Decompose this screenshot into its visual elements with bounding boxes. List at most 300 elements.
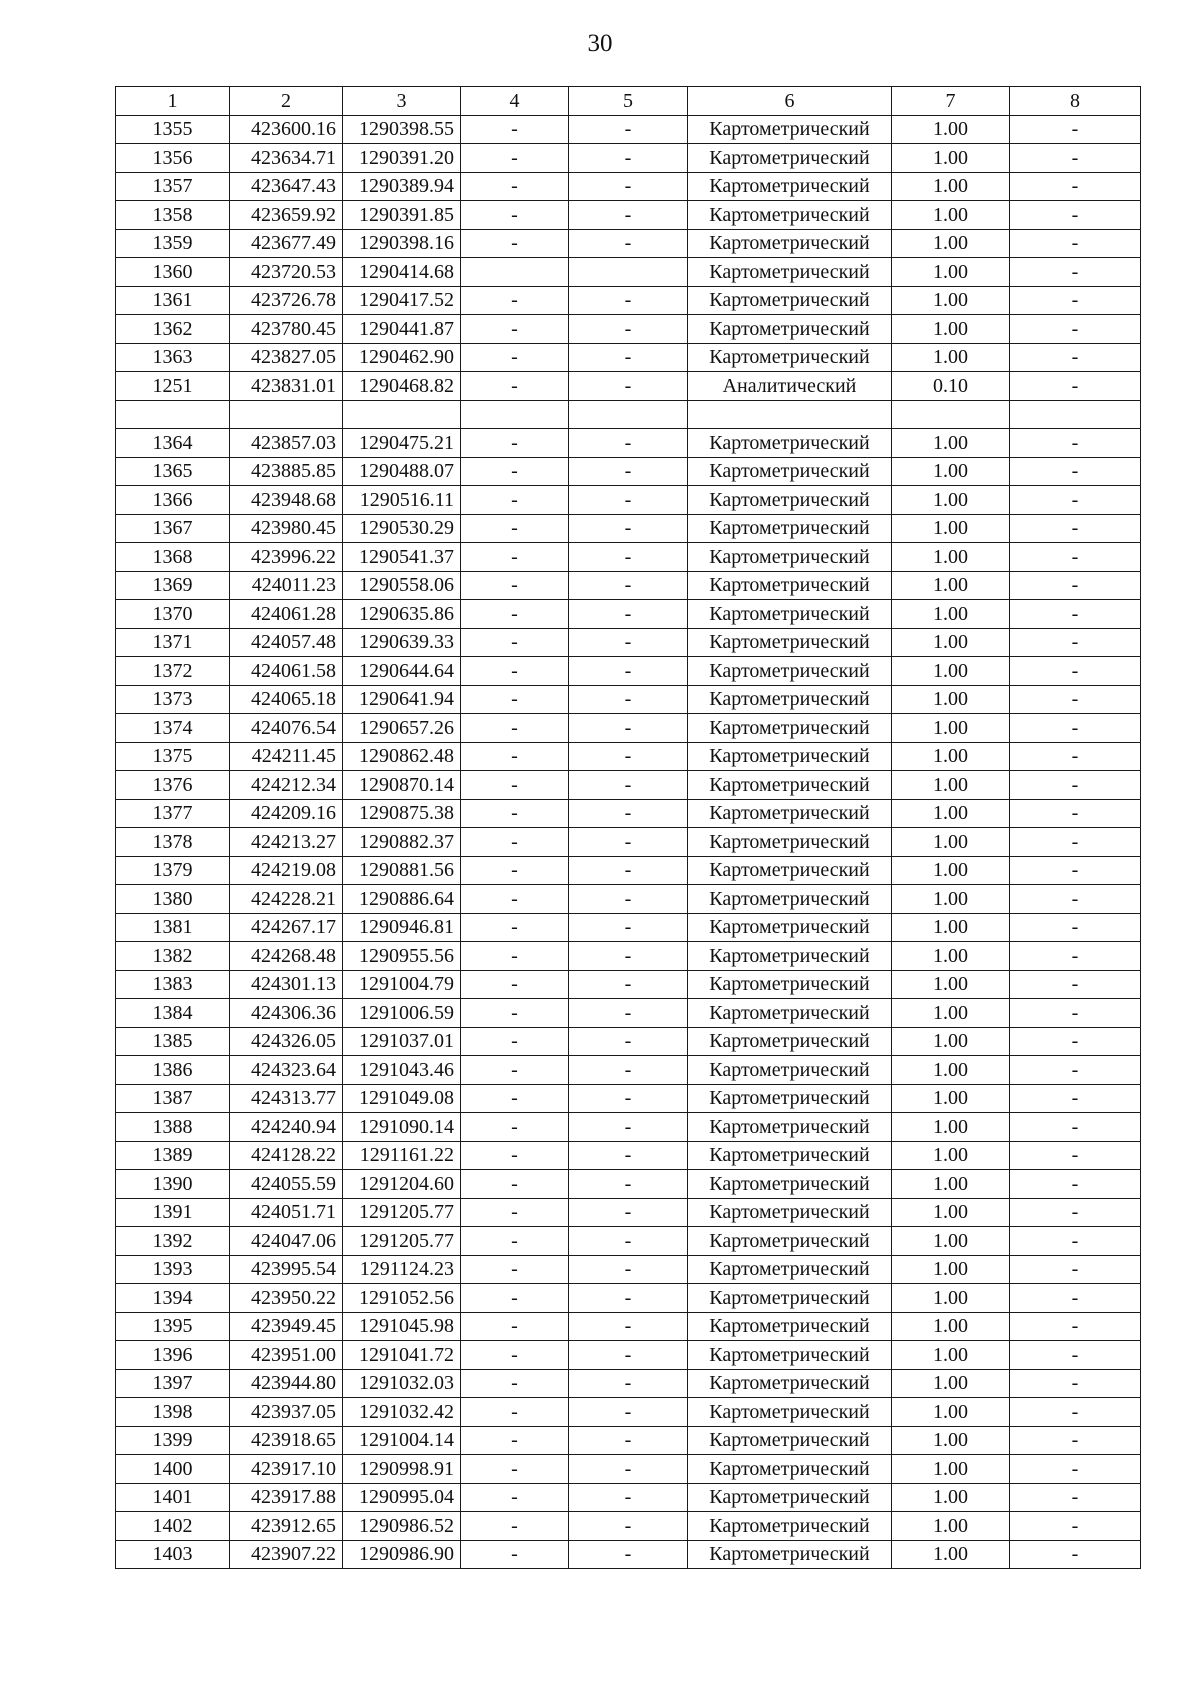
table-row bbox=[116, 1141, 1141, 1170]
table-row bbox=[116, 1170, 1141, 1199]
cell-method: Картометрический bbox=[688, 486, 892, 515]
cell-col-4: - bbox=[461, 1284, 569, 1313]
cell-point-number: 1380 bbox=[116, 885, 230, 914]
cell-col-8: - bbox=[1010, 1255, 1141, 1284]
cell-col-5: - bbox=[569, 1255, 688, 1284]
cell-col-8: - bbox=[1010, 258, 1141, 287]
cell-x-coordinate: 423659.92 bbox=[230, 201, 343, 230]
cell-col-8: - bbox=[1010, 229, 1141, 258]
cell-col-4: - bbox=[461, 229, 569, 258]
cell-x-coordinate: 424268.48 bbox=[230, 942, 343, 971]
cell-col-5: - bbox=[569, 1512, 688, 1541]
cell-accuracy: 1.00 bbox=[892, 885, 1010, 914]
cell-method bbox=[688, 400, 892, 429]
cell-y-coordinate: 1291049.08 bbox=[343, 1084, 461, 1113]
cell-accuracy: 1.00 bbox=[892, 1512, 1010, 1541]
cell-point-number: 1391 bbox=[116, 1198, 230, 1227]
header-cell-3: 3 bbox=[343, 87, 461, 116]
cell-accuracy: 1.00 bbox=[892, 343, 1010, 372]
cell-y-coordinate: 1290955.56 bbox=[343, 942, 461, 971]
cell-accuracy: 1.00 bbox=[892, 543, 1010, 572]
cell-col-8: - bbox=[1010, 486, 1141, 515]
table-row bbox=[116, 600, 1141, 629]
cell-col-8: - bbox=[1010, 1027, 1141, 1056]
cell-col-5: - bbox=[569, 999, 688, 1028]
cell-point-number: 1251 bbox=[116, 372, 230, 401]
cell-method: Картометрический bbox=[688, 771, 892, 800]
cell-col-8: - bbox=[1010, 1455, 1141, 1484]
cell-col-4: - bbox=[461, 1540, 569, 1569]
cell-x-coordinate: 424055.59 bbox=[230, 1170, 343, 1199]
cell-accuracy: 1.00 bbox=[892, 115, 1010, 144]
cell-y-coordinate: 1290657.26 bbox=[343, 714, 461, 743]
cell-y-coordinate: 1290516.11 bbox=[343, 486, 461, 515]
cell-col-5: - bbox=[569, 201, 688, 230]
cell-col-5: - bbox=[569, 1369, 688, 1398]
cell-accuracy: 1.00 bbox=[892, 1341, 1010, 1370]
cell-x-coordinate: 424061.58 bbox=[230, 657, 343, 686]
cell-accuracy: 1.00 bbox=[892, 1198, 1010, 1227]
cell-x-coordinate: 424051.71 bbox=[230, 1198, 343, 1227]
cell-method: Картометрический bbox=[688, 1369, 892, 1398]
cell-col-8: - bbox=[1010, 201, 1141, 230]
cell-point-number: 1371 bbox=[116, 628, 230, 657]
cell-col-8 bbox=[1010, 400, 1141, 429]
cell-accuracy: 1.00 bbox=[892, 172, 1010, 201]
cell-method: Картометрический bbox=[688, 1084, 892, 1113]
cell-point-number: 1399 bbox=[116, 1426, 230, 1455]
cell-point-number: 1388 bbox=[116, 1113, 230, 1142]
cell-col-4: - bbox=[461, 343, 569, 372]
cell-x-coordinate: 424057.48 bbox=[230, 628, 343, 657]
cell-y-coordinate: 1290644.64 bbox=[343, 657, 461, 686]
cell-col-8: - bbox=[1010, 771, 1141, 800]
cell-y-coordinate: 1290398.55 bbox=[343, 115, 461, 144]
cell-point-number: 1374 bbox=[116, 714, 230, 743]
cell-y-coordinate: 1290998.91 bbox=[343, 1455, 461, 1484]
cell-y-coordinate: 1291205.77 bbox=[343, 1198, 461, 1227]
cell-point-number: 1375 bbox=[116, 742, 230, 771]
cell-method: Картометрический bbox=[688, 628, 892, 657]
header-cell-2: 2 bbox=[230, 87, 343, 116]
cell-method: Картометрический bbox=[688, 970, 892, 999]
cell-col-5: - bbox=[569, 1312, 688, 1341]
cell-col-4: - bbox=[461, 201, 569, 230]
cell-col-5: - bbox=[569, 1341, 688, 1370]
cell-col-4: - bbox=[461, 942, 569, 971]
cell-col-8: - bbox=[1010, 571, 1141, 600]
cell-col-4: - bbox=[461, 999, 569, 1028]
cell-method: Картометрический bbox=[688, 571, 892, 600]
cell-col-4: - bbox=[461, 1341, 569, 1370]
cell-x-coordinate: 423857.03 bbox=[230, 429, 343, 458]
cell-y-coordinate: 1290862.48 bbox=[343, 742, 461, 771]
cell-x-coordinate: 424212.34 bbox=[230, 771, 343, 800]
cell-col-8: - bbox=[1010, 286, 1141, 315]
cell-col-5: - bbox=[569, 828, 688, 857]
cell-accuracy: 1.00 bbox=[892, 1312, 1010, 1341]
table-body bbox=[116, 87, 1141, 1569]
table-row bbox=[116, 1255, 1141, 1284]
header-cell-6: 6 bbox=[688, 87, 892, 116]
cell-accuracy: 1.00 bbox=[892, 315, 1010, 344]
cell-col-8: - bbox=[1010, 1426, 1141, 1455]
cell-col-5: - bbox=[569, 1084, 688, 1113]
cell-col-8: - bbox=[1010, 514, 1141, 543]
cell-x-coordinate: 424047.06 bbox=[230, 1227, 343, 1256]
cell-point-number: 1401 bbox=[116, 1483, 230, 1512]
cell-accuracy: 1.00 bbox=[892, 514, 1010, 543]
cell-method: Картометрический bbox=[688, 856, 892, 885]
table-row bbox=[116, 913, 1141, 942]
table-row bbox=[116, 970, 1141, 999]
cell-x-coordinate: 424211.45 bbox=[230, 742, 343, 771]
table-row bbox=[116, 1483, 1141, 1512]
cell-point-number: 1373 bbox=[116, 685, 230, 714]
cell-method: Картометрический bbox=[688, 1312, 892, 1341]
cell-col-4: - bbox=[461, 771, 569, 800]
cell-point-number: 1378 bbox=[116, 828, 230, 857]
cell-x-coordinate: 424213.27 bbox=[230, 828, 343, 857]
cell-y-coordinate: 1290417.52 bbox=[343, 286, 461, 315]
cell-point-number: 1383 bbox=[116, 970, 230, 999]
cell-method: Картометрический bbox=[688, 657, 892, 686]
cell-accuracy: 1.00 bbox=[892, 1426, 1010, 1455]
cell-y-coordinate: 1290986.52 bbox=[343, 1512, 461, 1541]
cell-y-coordinate: 1290986.90 bbox=[343, 1540, 461, 1569]
cell-col-4: - bbox=[461, 315, 569, 344]
cell-col-8: - bbox=[1010, 315, 1141, 344]
cell-point-number: 1369 bbox=[116, 571, 230, 600]
cell-col-8: - bbox=[1010, 1141, 1141, 1170]
cell-point-number: 1382 bbox=[116, 942, 230, 971]
cell-col-5: - bbox=[569, 714, 688, 743]
table-row bbox=[116, 799, 1141, 828]
cell-col-8: - bbox=[1010, 942, 1141, 971]
cell-col-8: - bbox=[1010, 1483, 1141, 1512]
cell-x-coordinate: 423949.45 bbox=[230, 1312, 343, 1341]
cell-x-coordinate: 424061.28 bbox=[230, 600, 343, 629]
cell-accuracy: 1.00 bbox=[892, 799, 1010, 828]
cell-point-number: 1385 bbox=[116, 1027, 230, 1056]
cell-accuracy: 1.00 bbox=[892, 1170, 1010, 1199]
cell-x-coordinate: 423677.49 bbox=[230, 229, 343, 258]
cell-point-number: 1394 bbox=[116, 1284, 230, 1313]
cell-method: Картометрический bbox=[688, 600, 892, 629]
cell-point-number: 1364 bbox=[116, 429, 230, 458]
cell-accuracy: 1.00 bbox=[892, 429, 1010, 458]
cell-y-coordinate: 1290414.68 bbox=[343, 258, 461, 287]
cell-method: Картометрический bbox=[688, 1455, 892, 1484]
table-row bbox=[116, 1512, 1141, 1541]
cell-col-4: - bbox=[461, 1141, 569, 1170]
cell-x-coordinate: 424228.21 bbox=[230, 885, 343, 914]
cell-col-4: - bbox=[461, 1198, 569, 1227]
cell-point-number: 1397 bbox=[116, 1369, 230, 1398]
cell-col-4: - bbox=[461, 1455, 569, 1484]
header-cell-8: 8 bbox=[1010, 87, 1141, 116]
cell-x-coordinate: 423831.01 bbox=[230, 372, 343, 401]
cell-col-5: - bbox=[569, 1483, 688, 1512]
cell-x-coordinate: 424306.36 bbox=[230, 999, 343, 1028]
cell-method: Картометрический bbox=[688, 115, 892, 144]
cell-col-4: - bbox=[461, 828, 569, 857]
table-row bbox=[116, 229, 1141, 258]
cell-col-8: - bbox=[1010, 856, 1141, 885]
cell-method: Картометрический bbox=[688, 543, 892, 572]
table-row bbox=[116, 1455, 1141, 1484]
cell-method: Картометрический bbox=[688, 1056, 892, 1085]
cell-method: Картометрический bbox=[688, 1483, 892, 1512]
cell-x-coordinate: 423912.65 bbox=[230, 1512, 343, 1541]
cell-y-coordinate: 1291161.22 bbox=[343, 1141, 461, 1170]
cell-col-4: - bbox=[461, 714, 569, 743]
cell-point-number: 1365 bbox=[116, 457, 230, 486]
cell-col-5: - bbox=[569, 571, 688, 600]
cell-col-4: - bbox=[461, 1512, 569, 1541]
cell-accuracy: 1.00 bbox=[892, 970, 1010, 999]
cell-accuracy: 1.00 bbox=[892, 1141, 1010, 1170]
cell-y-coordinate: 1291043.46 bbox=[343, 1056, 461, 1085]
cell-x-coordinate: 424301.13 bbox=[230, 970, 343, 999]
cell-col-4: - bbox=[461, 115, 569, 144]
cell-y-coordinate: 1290391.85 bbox=[343, 201, 461, 230]
cell-col-8: - bbox=[1010, 457, 1141, 486]
cell-x-coordinate: 424240.94 bbox=[230, 1113, 343, 1142]
cell-y-coordinate: 1290398.16 bbox=[343, 229, 461, 258]
cell-x-coordinate: 424326.05 bbox=[230, 1027, 343, 1056]
table-row bbox=[116, 486, 1141, 515]
table-row bbox=[116, 628, 1141, 657]
cell-x-coordinate: 424323.64 bbox=[230, 1056, 343, 1085]
cell-x-coordinate: 423980.45 bbox=[230, 514, 343, 543]
table-row bbox=[116, 258, 1141, 287]
cell-col-4: - bbox=[461, 1170, 569, 1199]
cell-y-coordinate: 1290635.86 bbox=[343, 600, 461, 629]
cell-point-number: 1386 bbox=[116, 1056, 230, 1085]
cell-col-5: - bbox=[569, 486, 688, 515]
cell-col-4: - bbox=[461, 1227, 569, 1256]
cell-col-8: - bbox=[1010, 1284, 1141, 1313]
cell-col-8: - bbox=[1010, 600, 1141, 629]
cell-col-4: - bbox=[461, 600, 569, 629]
table-row bbox=[116, 657, 1141, 686]
cell-point-number: 1367 bbox=[116, 514, 230, 543]
cell-method: Картометрический bbox=[688, 514, 892, 543]
cell-col-5: - bbox=[569, 286, 688, 315]
cell-col-4: - bbox=[461, 799, 569, 828]
cell-col-8: - bbox=[1010, 1512, 1141, 1541]
cell-col-4: - bbox=[461, 486, 569, 515]
cell-y-coordinate: 1290881.56 bbox=[343, 856, 461, 885]
cell-method: Картометрический bbox=[688, 315, 892, 344]
cell-method: Картометрический bbox=[688, 1227, 892, 1256]
cell-accuracy: 1.00 bbox=[892, 1027, 1010, 1056]
header-cell-4: 4 bbox=[461, 87, 569, 116]
cell-method: Картометрический bbox=[688, 1426, 892, 1455]
cell-col-5: - bbox=[569, 628, 688, 657]
cell-accuracy: 1.00 bbox=[892, 771, 1010, 800]
cell-col-5: - bbox=[569, 1141, 688, 1170]
cell-x-coordinate: 423885.85 bbox=[230, 457, 343, 486]
cell-point-number: 1357 bbox=[116, 172, 230, 201]
cell-y-coordinate: 1290995.04 bbox=[343, 1483, 461, 1512]
cell-accuracy: 1.00 bbox=[892, 714, 1010, 743]
cell-x-coordinate: 424209.16 bbox=[230, 799, 343, 828]
cell-x-coordinate: 423944.80 bbox=[230, 1369, 343, 1398]
cell-col-5: - bbox=[569, 1426, 688, 1455]
cell-accuracy: 1.00 bbox=[892, 286, 1010, 315]
cell-col-5 bbox=[569, 258, 688, 287]
cell-point-number: 1362 bbox=[116, 315, 230, 344]
cell-method: Картометрический bbox=[688, 828, 892, 857]
cell-point-number: 1359 bbox=[116, 229, 230, 258]
cell-point-number: 1377 bbox=[116, 799, 230, 828]
page-number: 30 bbox=[587, 30, 613, 57]
cell-y-coordinate: 1290541.37 bbox=[343, 543, 461, 572]
cell-col-4: - bbox=[461, 144, 569, 173]
cell-point-number: 1379 bbox=[116, 856, 230, 885]
cell-method: Картометрический bbox=[688, 343, 892, 372]
cell-col-4: - bbox=[461, 1113, 569, 1142]
cell-accuracy: 1.00 bbox=[892, 1455, 1010, 1484]
cell-x-coordinate: 423917.88 bbox=[230, 1483, 343, 1512]
cell-x-coordinate: 423950.22 bbox=[230, 1284, 343, 1313]
cell-col-5: - bbox=[569, 372, 688, 401]
cell-point-number: 1381 bbox=[116, 913, 230, 942]
cell-x-coordinate: 423918.65 bbox=[230, 1426, 343, 1455]
cell-point-number: 1372 bbox=[116, 657, 230, 686]
cell-method: Картометрический bbox=[688, 885, 892, 914]
cell-y-coordinate: 1290641.94 bbox=[343, 685, 461, 714]
cell-accuracy: 1.00 bbox=[892, 628, 1010, 657]
cell-x-coordinate: 423995.54 bbox=[230, 1255, 343, 1284]
table-row bbox=[116, 457, 1141, 486]
cell-col-4: - bbox=[461, 1255, 569, 1284]
cell-x-coordinate: 423634.71 bbox=[230, 144, 343, 173]
cell-point-number: 1384 bbox=[116, 999, 230, 1028]
table-row bbox=[116, 999, 1141, 1028]
cell-col-5: - bbox=[569, 1170, 688, 1199]
cell-point-number: 1368 bbox=[116, 543, 230, 572]
cell-x-coordinate: 423948.68 bbox=[230, 486, 343, 515]
cell-accuracy bbox=[892, 400, 1010, 429]
cell-y-coordinate: 1290870.14 bbox=[343, 771, 461, 800]
table-row bbox=[116, 1084, 1141, 1113]
cell-col-8: - bbox=[1010, 828, 1141, 857]
cell-x-coordinate: 424128.22 bbox=[230, 1141, 343, 1170]
cell-col-5: - bbox=[569, 799, 688, 828]
cell-col-4: - bbox=[461, 571, 569, 600]
cell-col-8: - bbox=[1010, 1227, 1141, 1256]
cell-col-5: - bbox=[569, 229, 688, 258]
cell-col-8: - bbox=[1010, 1113, 1141, 1142]
cell-point-number: 1390 bbox=[116, 1170, 230, 1199]
cell-point-number: 1398 bbox=[116, 1398, 230, 1427]
cell-col-4: - bbox=[461, 286, 569, 315]
table-row bbox=[116, 1113, 1141, 1142]
cell-col-8: - bbox=[1010, 372, 1141, 401]
cell-col-4: - bbox=[461, 1398, 569, 1427]
cell-col-8: - bbox=[1010, 1341, 1141, 1370]
cell-col-4: - bbox=[461, 1369, 569, 1398]
cell-col-5 bbox=[569, 400, 688, 429]
cell-y-coordinate: 1290488.07 bbox=[343, 457, 461, 486]
table-row bbox=[116, 1540, 1141, 1569]
cell-accuracy: 1.00 bbox=[892, 1113, 1010, 1142]
cell-col-5: - bbox=[569, 742, 688, 771]
cell-col-4: - bbox=[461, 970, 569, 999]
cell-x-coordinate: 423907.22 bbox=[230, 1540, 343, 1569]
cell-x-coordinate: 423951.00 bbox=[230, 1341, 343, 1370]
cell-x-coordinate: 424065.18 bbox=[230, 685, 343, 714]
cell-col-5: - bbox=[569, 1227, 688, 1256]
table-row bbox=[116, 372, 1141, 401]
cell-col-4: - bbox=[461, 457, 569, 486]
table-row bbox=[116, 1284, 1141, 1313]
cell-accuracy: 1.00 bbox=[892, 201, 1010, 230]
cell-method: Картометрический bbox=[688, 1512, 892, 1541]
cell-col-5: - bbox=[569, 885, 688, 914]
cell-y-coordinate: 1290886.64 bbox=[343, 885, 461, 914]
cell-accuracy: 1.00 bbox=[892, 1398, 1010, 1427]
cell-col-4 bbox=[461, 400, 569, 429]
cell-accuracy: 1.00 bbox=[892, 486, 1010, 515]
cell-col-5: - bbox=[569, 1455, 688, 1484]
cell-col-5: - bbox=[569, 685, 688, 714]
cell-col-8: - bbox=[1010, 1312, 1141, 1341]
table-row bbox=[116, 1369, 1141, 1398]
cell-x-coordinate: 424011.23 bbox=[230, 571, 343, 600]
table-row bbox=[116, 771, 1141, 800]
cell-y-coordinate: 1291004.14 bbox=[343, 1426, 461, 1455]
cell-point-number: 1393 bbox=[116, 1255, 230, 1284]
cell-x-coordinate: 424076.54 bbox=[230, 714, 343, 743]
cell-col-8: - bbox=[1010, 628, 1141, 657]
table-row bbox=[116, 144, 1141, 173]
cell-y-coordinate: 1291204.60 bbox=[343, 1170, 461, 1199]
table-row bbox=[116, 1227, 1141, 1256]
cell-col-5: - bbox=[569, 771, 688, 800]
cell-point-number: 1392 bbox=[116, 1227, 230, 1256]
cell-method: Картометрический bbox=[688, 942, 892, 971]
cell-col-8: - bbox=[1010, 115, 1141, 144]
cell-method: Картометрический bbox=[688, 1284, 892, 1313]
cell-y-coordinate: 1290389.94 bbox=[343, 172, 461, 201]
cell-col-4: - bbox=[461, 685, 569, 714]
cell-col-5: - bbox=[569, 1056, 688, 1085]
cell-method: Картометрический bbox=[688, 685, 892, 714]
cell-accuracy: 1.00 bbox=[892, 913, 1010, 942]
cell-col-8: - bbox=[1010, 714, 1141, 743]
cell-y-coordinate bbox=[343, 400, 461, 429]
cell-y-coordinate: 1290468.82 bbox=[343, 372, 461, 401]
cell-y-coordinate: 1291045.98 bbox=[343, 1312, 461, 1341]
cell-col-5: - bbox=[569, 856, 688, 885]
cell-x-coordinate: 423996.22 bbox=[230, 543, 343, 572]
cell-y-coordinate: 1291041.72 bbox=[343, 1341, 461, 1370]
cell-col-8: - bbox=[1010, 742, 1141, 771]
cell-point-number: 1376 bbox=[116, 771, 230, 800]
header-cell-5: 5 bbox=[569, 87, 688, 116]
cell-x-coordinate: 423720.53 bbox=[230, 258, 343, 287]
cell-col-5: - bbox=[569, 1398, 688, 1427]
cell-point-number: 1403 bbox=[116, 1540, 230, 1569]
cell-accuracy: 1.00 bbox=[892, 856, 1010, 885]
cell-accuracy: 1.00 bbox=[892, 828, 1010, 857]
table-row bbox=[116, 742, 1141, 771]
cell-col-8: - bbox=[1010, 970, 1141, 999]
